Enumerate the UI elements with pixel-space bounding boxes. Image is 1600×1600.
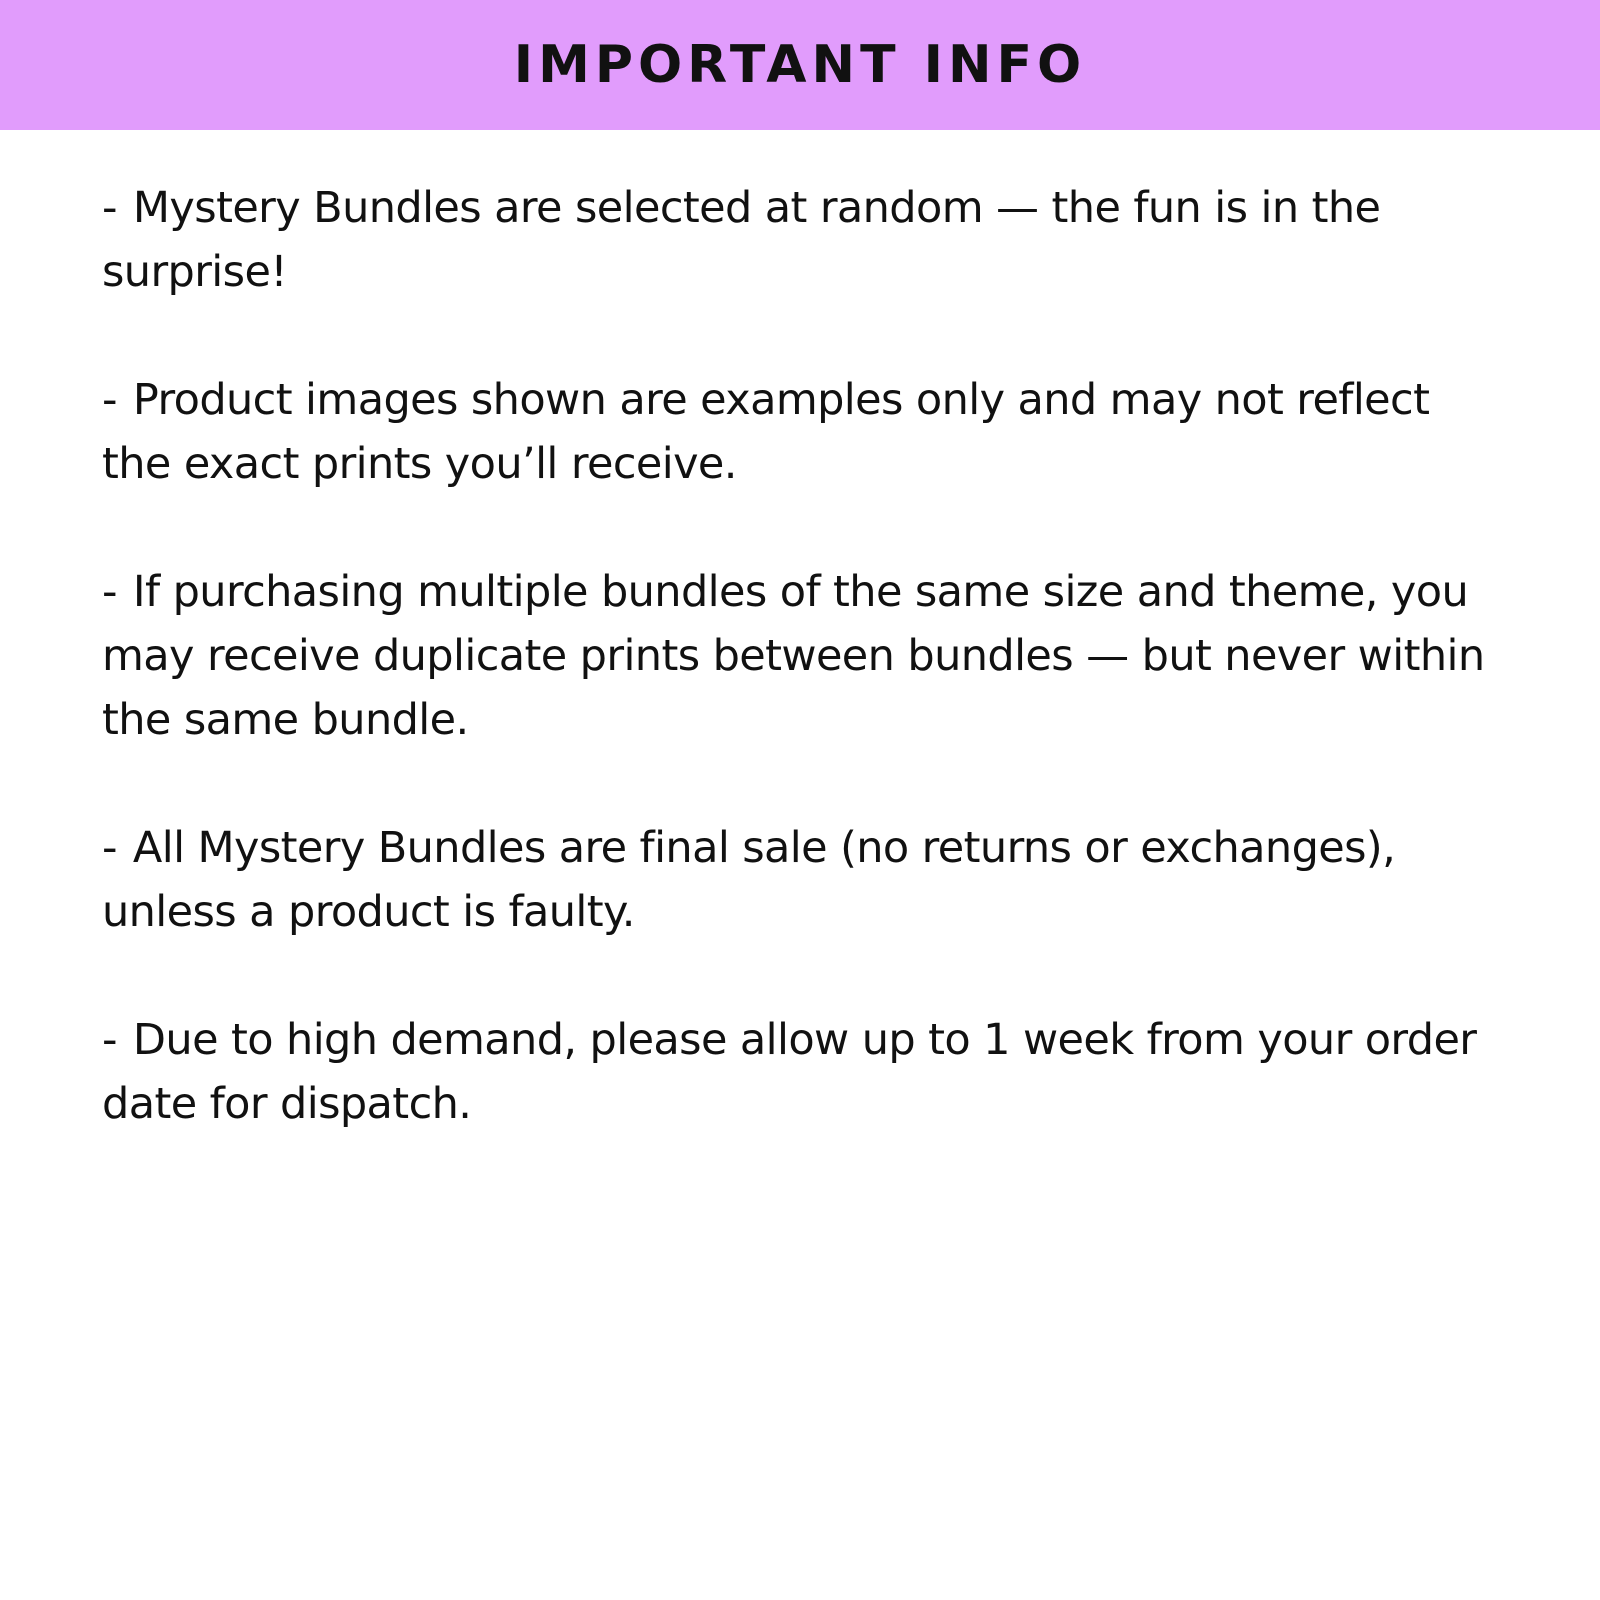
info-item-product-images: [102, 368, 1502, 496]
page-title: IMPORTANT INFO: [513, 35, 1087, 95]
header-banner: [0, 0, 1600, 130]
bullet-dash: -: [102, 375, 117, 425]
info-item-final-sale: [102, 816, 1502, 944]
info-item-text: Mystery Bundles are selected at random — the fun is in the surprise!: [102, 183, 1381, 297]
info-item-text: Product images shown are examples only and may not reflect the exact prints you’ll receive.: [102, 375, 1430, 489]
info-item-dispatch: [102, 1008, 1502, 1136]
info-item-text: If purchasing multiple bundles of the same size and theme, you may receive duplicate prints between bundles — but never within the same bundle.: [102, 567, 1485, 745]
info-item-text: All Mystery Bundles are final sale (no returns or exchanges), unless a product is faulty.: [102, 823, 1396, 937]
bullet-dash: -: [102, 823, 117, 873]
info-item-random-selection: [102, 176, 1502, 304]
info-item-text: Due to high demand, please allow up to 1 week from your order date for dispatch.: [102, 1015, 1477, 1129]
bullet-dash: -: [102, 183, 117, 233]
info-item-duplicates: [102, 560, 1502, 752]
bullet-dash: -: [102, 1015, 117, 1065]
bullet-dash: -: [102, 567, 117, 617]
info-list: [102, 176, 1502, 1200]
